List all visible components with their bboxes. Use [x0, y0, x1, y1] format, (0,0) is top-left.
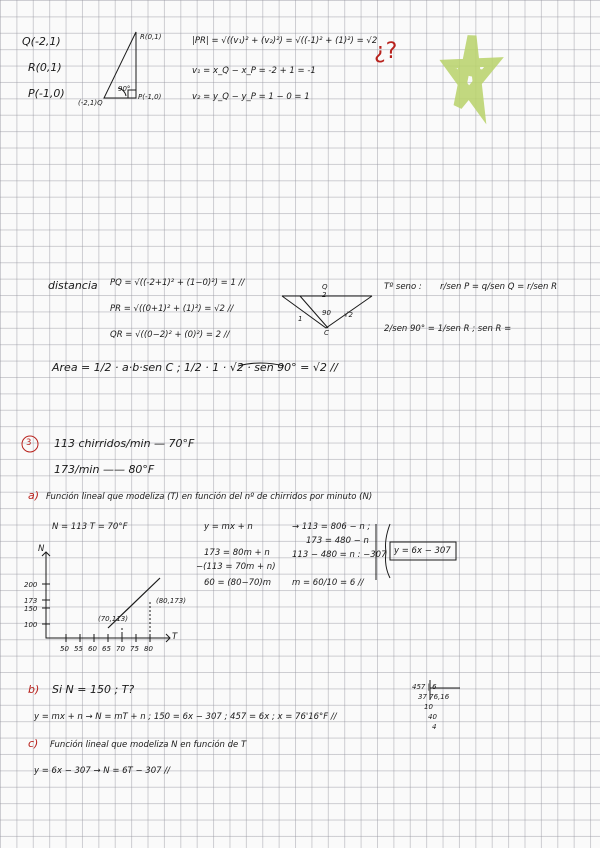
x-tick-65: 65	[102, 645, 111, 653]
part-c-statement: Función lineal que modeliza N en función de T	[50, 740, 247, 750]
division-row-1: 457 | 6	[412, 683, 437, 691]
y-tick-100: 100	[24, 621, 38, 629]
division-row-3: 10	[424, 703, 433, 711]
part-c-calculation: y = 6x − 307 → N = 6T − 307 //	[34, 766, 170, 776]
graph-ticks	[42, 584, 150, 642]
system-eq-2: −(113 = 70m + n)	[196, 562, 276, 572]
data-line-2: 173/min —— 80°F	[54, 463, 155, 476]
slope-value: m = 60/10 = 6 //	[292, 578, 364, 588]
x-tick-50: 50	[60, 645, 69, 653]
diagram-right-label: √2	[344, 311, 353, 319]
v1-eq: v₁ = x_Q − x_P = -2 + 1 = -1	[192, 66, 316, 76]
graph-point-a: (70,113)	[98, 615, 128, 623]
green-star-highlight	[448, 36, 494, 108]
diagram-bottom-label: C	[324, 329, 329, 337]
calc-n-3: 113 − 480 = n : −307	[292, 550, 387, 560]
graph-point-b: (80,173)	[156, 597, 186, 605]
x-tick-70: 70	[116, 645, 125, 653]
x-tick-80: 80	[144, 645, 153, 653]
point-r-label: R(0,1)	[28, 61, 62, 74]
part-a-statement: Función lineal que modeliza (T) en función del nº de chirridos por minuto (N)	[46, 492, 373, 502]
data-line-1: 113 chirridos/min — 70°F	[54, 437, 195, 450]
diagram-angle-label: 90	[322, 309, 331, 317]
sine-theorem-substitution: 2/sen 90° = 1/sen R ; sen R =	[384, 324, 512, 334]
division-row-5: 4	[432, 723, 437, 731]
point-q-label: Q(-2,1)	[22, 35, 61, 48]
question-mark: ¿?	[374, 39, 398, 64]
distance-label: distancia	[48, 279, 98, 292]
triangle-r-label: R(0,1)	[140, 33, 162, 41]
distance-qr: QR = √((0−2)² + (0)²) = 2 //	[110, 330, 230, 340]
graph-y-axis-label: N	[38, 544, 45, 554]
sine-theorem-rule: r/sen P = q/sen Q = r/sen R	[440, 282, 557, 292]
triangle-q-label: (-2,1)Q	[78, 99, 103, 107]
part-a-label: a)	[28, 489, 40, 502]
diagram-top-label-2: 2	[322, 291, 327, 299]
y-tick-150: 150	[24, 605, 38, 613]
calc-n-1: → 113 = 806 − n ;	[292, 522, 371, 532]
answer-box-text: y = 6x − 307	[394, 546, 451, 556]
pr-magnitude-eq: |PR| = √((v₁)² + (v₂)²) = √((-1)² + (1)²) = √2	[192, 36, 378, 46]
x-tick-55: 55	[74, 645, 83, 653]
y-tick-173: 173	[24, 597, 38, 605]
calc-n-2: 173 = 480 − n	[306, 536, 369, 546]
sine-theorem-label: Tº seno :	[384, 282, 422, 292]
part-b-calculation: y = mx + n → N = mT + n ; 150 = 6x − 307 ; 457 = 6x ; x = 76'16°F //	[34, 712, 337, 722]
system-eq-1: 173 = 80m + n	[204, 548, 270, 558]
part-b-statement: Si N = 150 ; T?	[52, 683, 135, 696]
triangle-p-label: P(-1,0)	[138, 93, 162, 101]
y-tick-200: 200	[24, 581, 38, 589]
diagram-top-label: Q	[322, 283, 328, 291]
distance-pq: PQ = √((-2+1)² + (1−0)²) = 1 //	[110, 278, 245, 288]
point-p-label: P(-1,0)	[28, 87, 65, 100]
linear-model: y = mx + n	[204, 522, 253, 532]
diagram-left-label: 1	[298, 315, 303, 323]
section-number: 3	[26, 438, 32, 448]
v2-eq: v₂ = y_Q − y_P = 1 − 0 = 1	[192, 92, 310, 102]
x-tick-60: 60	[88, 645, 97, 653]
x-tick-75: 75	[130, 645, 139, 653]
given-values: N = 113 T = 70°F	[52, 522, 128, 532]
triangle-angle-label: 90°	[118, 85, 131, 93]
distance-pr: PR = √((0+1)² + (1)²) = √2 //	[110, 304, 234, 314]
area-eq: Area = 1/2 · a·b·sen C ; 1/2 · 1 · √2 · sen 90° = √2 //	[52, 361, 338, 374]
part-b-label: b)	[28, 683, 40, 696]
system-eq-3: 60 = (80−70)m	[204, 578, 272, 588]
graph-x-axis-label: T	[172, 632, 178, 642]
graph-axes	[42, 552, 170, 642]
division-row-4: 40	[428, 713, 437, 721]
part-c-label: c)	[28, 737, 39, 750]
division-row-2: 37 76,16	[418, 693, 450, 701]
